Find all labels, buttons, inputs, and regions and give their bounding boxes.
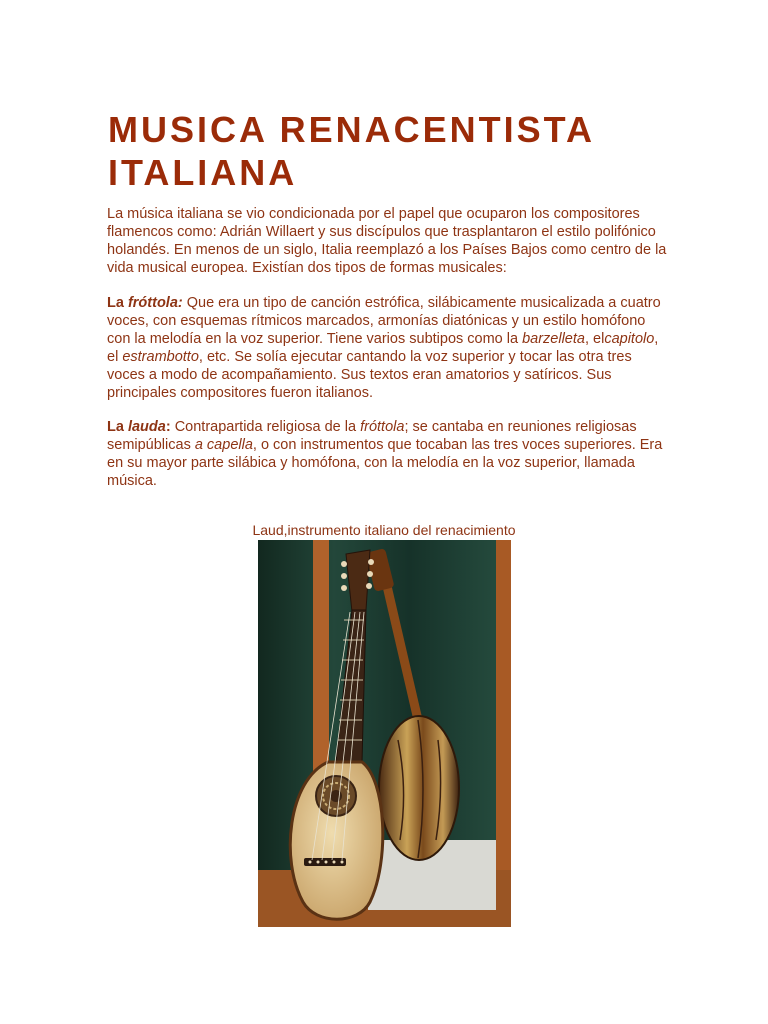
page-title: MUSICA RENACENTISTA ITALIANA xyxy=(108,109,594,193)
frottola-paragraph xyxy=(107,294,672,402)
cabinet-post-right xyxy=(496,540,511,927)
lauda-term: lauda xyxy=(127,419,166,435)
lauda-colon: : xyxy=(165,419,171,435)
lauda-a-capella: a capella xyxy=(194,437,253,453)
frottola-sep-2: , el xyxy=(107,331,659,365)
subtype-capitolo: capitolo xyxy=(604,331,655,347)
frottola-term: fróttola: xyxy=(127,295,183,311)
frottola-text-1: Que era un tipo de canción estrófica, silábicamente musicalizada a cuatro voces, con esquemas rítmicos marcados, armonías diatónicas y un estilo homófono con la melodía en la voz superior. Tiene varios subtipos como la xyxy=(107,295,661,347)
frottola-article: La xyxy=(107,295,128,311)
lute-photo xyxy=(258,540,511,927)
lauda-ref-frottola: fróttola xyxy=(360,419,405,435)
intro-paragraph: La música italiana se vio condicionada por el papel que ocuparon los compositores flamencos como: Adrián Willaert y sus discípulos que trasplantaron el estilo polifónico holandés. En menos de un siglo, Italia reemplazó a los Países Bajos como centro de la vida musical europea. Existían dos tipos de formas musicales: xyxy=(107,206,667,276)
subtype-barzelleta: barzelleta xyxy=(522,331,585,347)
lauda-text-2: ; se cantaba en reuniones religiosas semipúblicas xyxy=(107,419,637,453)
lauda-article: La xyxy=(107,419,128,435)
frottola-sep-1: , el xyxy=(584,331,605,347)
subtype-estrambotto: estrambotto xyxy=(122,349,199,365)
lauda-paragraph xyxy=(107,418,672,490)
lauda-text-3: , o con instrumentos que tocaban las tres voces superiores. Era en su mayor parte silábica y homófona, con la melodía en la voz superior, llamada música. xyxy=(107,437,663,489)
lauda-text-1: Contrapartida religiosa de la xyxy=(170,419,361,435)
figure-caption: Laud,instrumento italiano del renacimiento xyxy=(252,522,516,538)
frottola-text-2: , etc. Se solía ejecutar cantando la voz superior y tocar las otra tres voces a modo de acompañamiento. Sus textos eran amatorios y satíricos. Sus principales compositores fueron italianos. xyxy=(107,349,632,401)
